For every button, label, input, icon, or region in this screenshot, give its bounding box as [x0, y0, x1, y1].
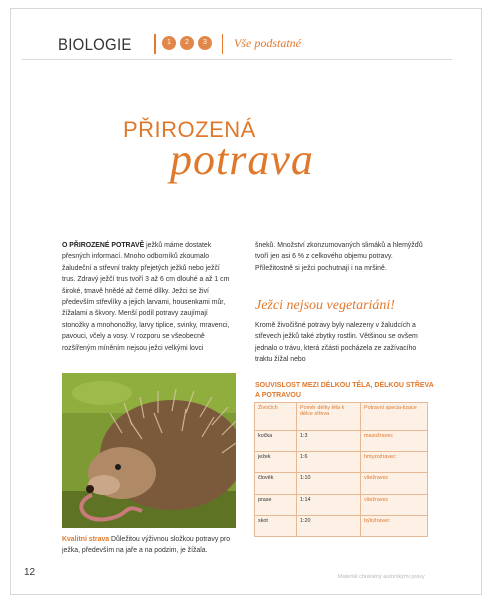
table-cell: 1:10 — [297, 473, 361, 494]
body-text-3: Kromě živočišné potravy byly nalezeny v žaludcích a střevech ježků také zbytky rostlin. Většinou se ovšem jednalo o trávu, která zčásti pocházela ze zažívacího traktu žížal nebo — [255, 322, 418, 364]
caption-label: Kvalitní strava — [62, 536, 110, 543]
photo-caption — [62, 534, 242, 556]
table-cell: všežravec — [361, 494, 428, 515]
hedgehog-image — [62, 373, 236, 528]
table-header-cell: Poměr délky těla k délce střeva — [297, 403, 361, 431]
table-cell: 1:6 — [297, 452, 361, 473]
section-header — [22, 26, 467, 60]
table-cell: prase — [255, 494, 297, 515]
table-cell: ježek — [255, 452, 297, 473]
level-badge-2: 2 — [180, 36, 194, 50]
article-title-line1: PŘIROZENÁ — [123, 117, 256, 142]
level-badge-1: 1 — [162, 36, 176, 50]
table-cell: 1:14 — [297, 494, 361, 515]
section-subtitle: Vše podstatné — [234, 36, 301, 50]
section-title: BIOLOGIE — [58, 35, 132, 54]
table-cell: 1:3 — [297, 431, 361, 452]
table-row — [255, 494, 428, 515]
header-rule — [22, 59, 452, 60]
table-row — [255, 473, 428, 494]
table-header-row — [255, 403, 428, 431]
table-cell: býložravec — [361, 515, 428, 536]
caption-text: Důležitou výživnou složkou potravy pro ježka, především na jaře a na podzim, je žížala. — [62, 536, 231, 554]
table-cell: člověk — [255, 473, 297, 494]
table-header-cell: Potravní specia-lizace — [361, 403, 428, 431]
data-table — [254, 402, 428, 537]
table-cell: skot — [255, 515, 297, 536]
lead-in: O PŘIROZENÉ POTRAVĚ — [62, 242, 145, 249]
table-row — [255, 452, 428, 473]
level-badge-3: 3 — [198, 36, 212, 50]
body-text-2: šneků. Množství zkonzumovaných slimáků a hlemýžďů tvoří jen asi 6 % z celkového objemu potravy. Příležitostně si ježci pochutnají i na mršině. — [255, 242, 423, 272]
table-cell: hmyzožravec — [361, 452, 428, 473]
header-divider-2 — [222, 34, 223, 54]
table-row — [255, 515, 428, 536]
table-cell: všežravec — [361, 473, 428, 494]
table-header-cell: Živočich — [255, 403, 297, 431]
page-number: 12 — [24, 567, 36, 578]
hedgehog-photo — [62, 373, 236, 528]
table-title: SOUVISLOST MEZI DÉLKOU TĚLA, DÉLKOU STŘEVA A POTRAVOU — [255, 382, 434, 399]
header-divider — [154, 34, 156, 54]
copyright-footer: Materiál chráněný autorskými právy — [338, 574, 425, 580]
body-text-1: ježků máme dostatek přesných informací. Mnoho odborníků zkoumalo žaludeční a střevní trakty přejetých ježků nebo ježčí trus. Zdravý ježčí trus tvoří 3 až 6 cm dlouhé a až 1 cm široké, tmavě hnědé až černé dílky. Ježci se živí především střevlíky a jejich larvami, housenkami můr, žížalami a škvory. Menší podíl potravy zaujímají stonožky a mnohonožky, larvy tiplice, svinky, mravenci, pavouci, včely a vosy. V rozporu se všeobecně rozšířeným míněním nejsou ježci velkými lovci — [62, 242, 230, 352]
table-cell: masožravec — [361, 431, 428, 452]
body-column-3 — [255, 320, 430, 366]
table-row — [255, 431, 428, 452]
subheading: Ježci nejsou vegetariáni! — [255, 298, 395, 313]
table-cell: 1:20 — [297, 515, 361, 536]
table-cell: kočka — [255, 431, 297, 452]
body-column-1 — [62, 240, 235, 354]
body-column-2 — [255, 240, 430, 274]
article-title-line2: potrava — [170, 135, 314, 184]
